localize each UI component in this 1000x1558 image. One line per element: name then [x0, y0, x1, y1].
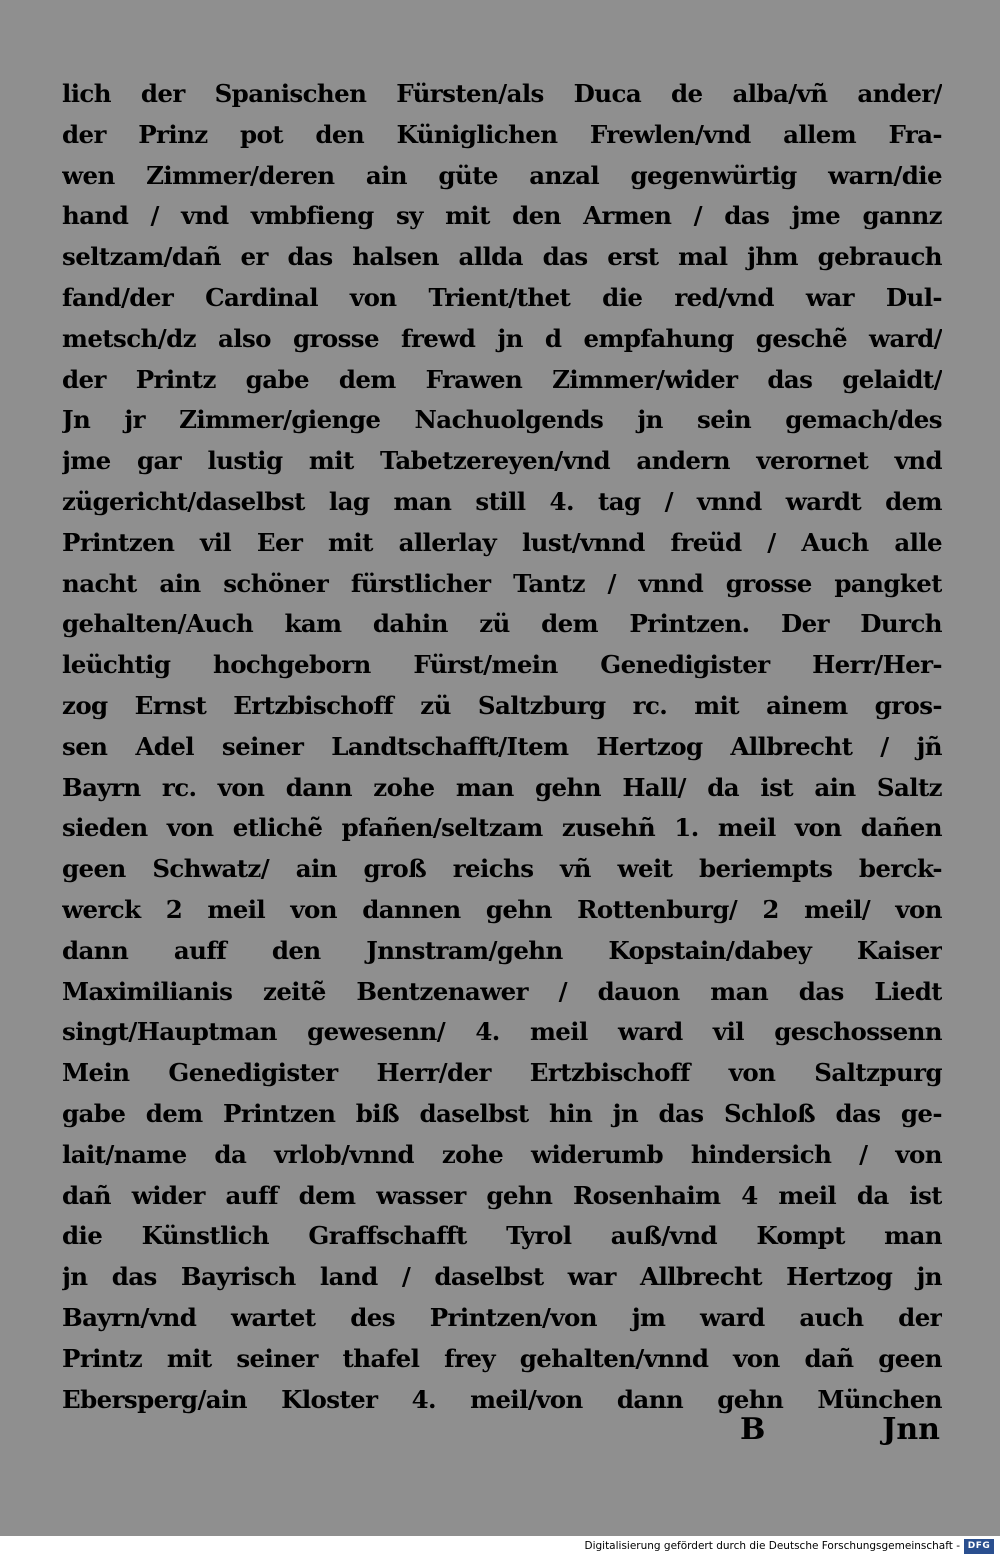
- text-line: Printzen vil Eer mit allerlay lust/vnnd freüd / Auch alle: [62, 527, 942, 557]
- text-line: gabe dem Printzen biß daselbst hin jn das Schloß das ge-: [62, 1098, 942, 1128]
- text-line: jme gar lustig mit Tabetzereyen/vnd andern verornet vnd: [62, 446, 942, 476]
- page-catchwords: [740, 1412, 940, 1456]
- text-line: zog Ernst Ertzbischoff zü Saltzburg rc. mit ainem gros-: [62, 690, 942, 720]
- text-line: metsch/dz also grosse frewd jn d empfahung geschẽ ward/: [62, 323, 942, 353]
- text-line: fand/der Cardinal von Trient/thet die red/vnd war Dul-: [62, 282, 942, 312]
- text-line: die Künstlich Graffschafft Tyrol auß/vnd Kompt man: [62, 1221, 942, 1251]
- text-line: sieden von etlichẽ pfañen/seltzam zusehñ 1. meil von dañen: [62, 813, 942, 843]
- text-line: lait/name da vrlob/vnnd zohe widerumb hindersich / von: [62, 1139, 942, 1169]
- text-line: Bayrn rc. von dann zohe man gehn Hall/ da ist ain Saltz: [62, 772, 942, 802]
- text-line: sen Adel seiner Landtschafft/Item Hertzog Allbrecht / jñ: [62, 731, 942, 761]
- text-line: zügericht/daselbst lag man still 4. tag / vnnd wardt dem: [62, 486, 942, 516]
- text-line: gehalten/Auch kam dahin zü dem Printzen. Der Durch: [62, 609, 942, 639]
- text-line: Maximilianis zeitẽ Bentzenawer / dauon man das Liedt: [62, 976, 942, 1006]
- text-line: seltzam/dañ er das halsen allda das erst mal jhm gebrauch: [62, 242, 942, 272]
- text-line: lich der Spanischen Fürsten/als Duca de alba/vñ ander/: [62, 79, 942, 108]
- text-line: Printz mit seiner thafel frey gehalten/vnnd von dañ geen: [62, 1343, 942, 1373]
- text-line: Ebersperg/ain Kloster 4. meil/von dann gehn München: [62, 1384, 942, 1414]
- text-line: Jn jr Zimmer/gienge Nachuolgends jn sein gemach/des: [62, 405, 942, 435]
- funding-notice: Digitalisierung gefördert durch die Deutsche Forschungsgemeinschaft -: [584, 1540, 960, 1552]
- text-line: werck 2 meil von dannen gehn Rottenburg/ 2 meil/ von: [62, 894, 942, 924]
- text-line: Mein Genedigister Herr/der Ertzbischoff von Saltzpurg: [62, 1058, 942, 1088]
- text-line: dann auff den Jnnstram/gehn Kopstain/dabey Kaiser: [62, 935, 942, 965]
- text-line: Bayrn/vnd wartet des Printzen/von jm ward auch der: [62, 1302, 942, 1332]
- page-text-block: [62, 74, 942, 1420]
- text-line: dañ wider auff dem wasser gehn Rosenhaim 4 meil da ist: [62, 1180, 942, 1210]
- signature-mark: B: [740, 1412, 766, 1447]
- catchword: Jnn: [882, 1412, 940, 1447]
- dfg-logo-icon: DFG: [964, 1539, 994, 1554]
- text-line: leüchtig hochgeborn Fürst/mein Genedigister Herr/Her-: [62, 650, 942, 680]
- text-line: geen Schwatz/ ain groß reichs vñ weit beriempts berck-: [62, 854, 942, 884]
- text-line: hand / vnd vmbfieng sy mit den Armen / das jme gannz: [62, 201, 942, 231]
- text-line: singt/Hauptman gewesenn/ 4. meil ward vil geschossenn: [62, 1017, 942, 1047]
- text-line: jn das Bayrisch land / daselbst war Allbrecht Hertzog jn: [62, 1262, 942, 1292]
- text-line: nacht ain schöner fürstlicher Tantz / vnnd grosse pangket: [62, 568, 942, 598]
- text-line: wen Zimmer/deren ain güte anzal gegenwürtig warn/die: [62, 160, 942, 190]
- footer-bar: [0, 1536, 1000, 1558]
- text-line: der Printz gabe dem Frawen Zimmer/wider das gelaidt/: [62, 364, 942, 394]
- text-line: der Prinz pot den Küniglichen Frewlen/vnd allem Fra-: [62, 119, 942, 149]
